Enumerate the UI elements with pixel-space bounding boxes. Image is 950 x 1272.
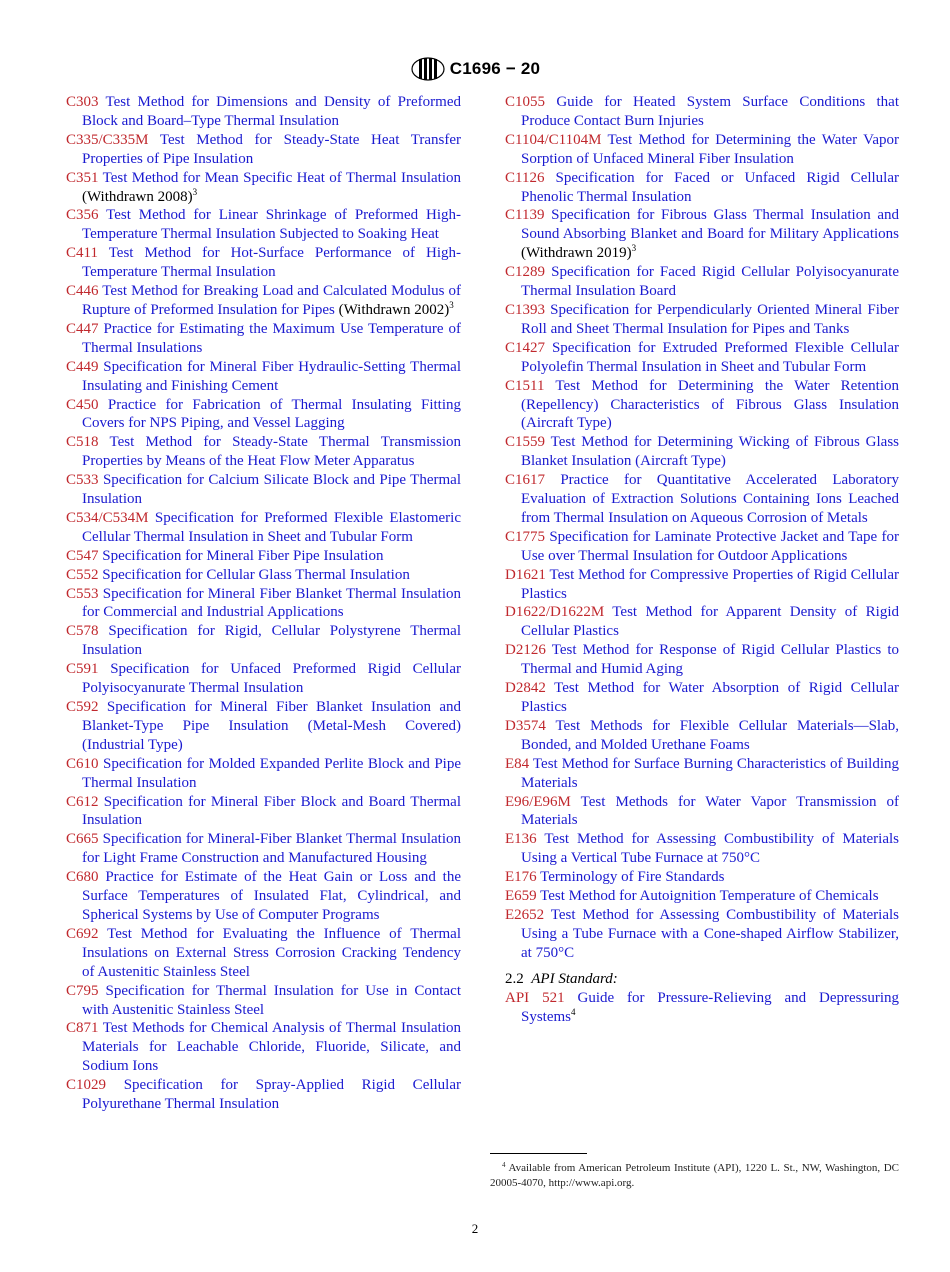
- reference-code-link[interactable]: C610: [66, 755, 99, 772]
- reference-code-link[interactable]: D1621: [505, 566, 546, 583]
- reference-title-link[interactable]: Test Methods for Flexible Cellular Materials—Slab, Bonded, and Molded Urethane Foams: [521, 717, 900, 753]
- reference-item: [66, 244, 461, 282]
- reference-title-link[interactable]: Practice for Fabrication of Thermal Insulating Fitting Covers for NPS Piping, and Vessel Lagging: [82, 396, 461, 432]
- reference-item: [505, 93, 899, 131]
- reference-item: [505, 377, 899, 434]
- reference-item: [505, 131, 899, 169]
- reference-item: [505, 868, 899, 887]
- reference-code-link[interactable]: C1559: [505, 434, 546, 451]
- reference-code-link[interactable]: C552: [66, 566, 99, 583]
- reference-code-link[interactable]: E96/E96M: [505, 793, 571, 810]
- footnote-ref[interactable]: 4: [571, 1006, 576, 1017]
- reference-item: [66, 433, 461, 471]
- reference-code-link[interactable]: E84: [505, 755, 530, 772]
- reference-item: [66, 320, 461, 358]
- reference-code-link[interactable]: E2652: [505, 906, 545, 923]
- reference-item: [66, 755, 461, 793]
- reference-code-link[interactable]: C1104/C1104M: [505, 131, 602, 148]
- reference-title-link[interactable]: Test Method for Determining the Water Retention (Repellency) Characteristics of Fibrous Glass Insulation (Aircraft Type): [521, 377, 900, 432]
- reference-title-link[interactable]: Specification for Mineral Fiber Blanket Thermal Insulation for Commercial and Industrial Applications: [82, 585, 461, 621]
- reference-code-link[interactable]: C680: [66, 869, 99, 886]
- reference-code-link[interactable]: C1139: [505, 207, 545, 224]
- reference-code-link[interactable]: C547: [66, 547, 99, 564]
- reference-title-link[interactable]: Specification for Preformed Flexible Elastomeric Cellular Thermal Insulation in Sheet and Tubular Form: [82, 509, 461, 545]
- reference-item: [66, 396, 461, 434]
- reference-title-link[interactable]: Test Method for Determining Wicking of Fibrous Glass Blanket Insulation (Aircraft Type): [521, 434, 899, 470]
- reference-title-link[interactable]: Practice for Quantitative Accelerated Laboratory Evaluation of Extraction Solutions Containing Ions Leached from Thermal Insulation on Aqueous Corrosion of Metals: [521, 472, 899, 526]
- reference-title-link[interactable]: Specification for Mineral-Fiber Blanket Thermal Insulation for Light Frame Construction and Manufactured Housing: [82, 831, 461, 867]
- reference-code-link[interactable]: C411: [66, 245, 98, 262]
- reference-item: [505, 641, 899, 679]
- reference-title-link[interactable]: Test Method for Linear Shrinkage of Preformed High-Temperature Thermal Insulation Subjected to Soaking Heat: [82, 207, 461, 243]
- reference-code-link[interactable]: C1775: [505, 528, 546, 545]
- reference-code-link[interactable]: C871: [66, 1020, 99, 1037]
- reference-code-link[interactable]: C447: [66, 320, 99, 337]
- footnote-ref[interactable]: 3: [192, 186, 198, 197]
- reference-item: [505, 471, 899, 528]
- reference-item: [505, 528, 899, 566]
- reference-code-link[interactable]: C518: [66, 434, 99, 451]
- reference-title-link[interactable]: Specification for Mineral Fiber Hydraulic-Setting Thermal Insulating and Finishing Cement: [82, 358, 461, 394]
- reference-title-link[interactable]: Test Method for Hot-Surface Performance of High-Temperature Thermal Insulation: [82, 245, 461, 281]
- footnote-marker: 4: [502, 1161, 506, 1169]
- reference-item: [505, 679, 899, 717]
- reference-item: [505, 717, 899, 755]
- reference-code-link[interactable]: C335/C335M: [66, 131, 149, 148]
- reference-title-link[interactable]: Test Method for Autoignition Temperature of Chemicals: [540, 888, 879, 905]
- reference-item: [66, 830, 461, 868]
- reference-code-link[interactable]: D1622/D1622M: [505, 604, 605, 621]
- reference-code-link[interactable]: C446: [66, 283, 99, 300]
- section-heading: [505, 970, 899, 989]
- reference-code-link[interactable]: C303: [66, 94, 99, 110]
- reference-title-link[interactable]: Specification for Mineral Fiber Block and Board Thermal Insulation: [82, 793, 462, 829]
- footnote-ref[interactable]: 3: [631, 243, 637, 254]
- reference-title-link[interactable]: Specification for Calcium Silicate Block and Pipe Thermal Insulation: [82, 472, 461, 508]
- reference-item: [66, 660, 461, 698]
- reference-title-link[interactable]: Test Method for Assessing Combustibility of Materials Using a Vertical Tube Furnace at 750°C: [521, 831, 900, 867]
- reference-title-link[interactable]: Practice for Estimate of the Heat Gain or Loss and the Surface Temperatures of Insulated Flat, Cylindrical, and Spherical Systems by Use of Computer Programs: [82, 869, 461, 923]
- reference-title-link[interactable]: Specification for Mineral Fiber Blanket Insulation and Blanket-Type Pipe Insulation (Metal-Mesh Covered) (Industrial Type): [82, 699, 461, 753]
- document-designation: C1696 − 20: [449, 59, 541, 78]
- reference-code-link[interactable]: C1289: [505, 264, 546, 281]
- reference-code-link[interactable]: C1617: [505, 472, 546, 489]
- reference-code-link[interactable]: C1427: [505, 339, 546, 356]
- page-header: [0, 56, 950, 82]
- reference-title-link[interactable]: Test Method for Water Absorption of Rigid Cellular Plastics: [521, 680, 899, 715]
- reference-item: [66, 793, 461, 831]
- reference-title-link[interactable]: Test Method for Compressive Properties of Rigid Cellular Plastics: [521, 566, 900, 602]
- reference-title-link[interactable]: Specification for Cellular Glass Thermal Insulation: [102, 566, 410, 583]
- reference-title-link[interactable]: Practice for Estimating the Maximum Use Temperature of Thermal Insulations: [82, 320, 461, 356]
- reference-item: [66, 925, 461, 982]
- reference-code-link[interactable]: C612: [66, 793, 99, 810]
- reference-item: [505, 887, 899, 906]
- reference-item: [505, 169, 899, 207]
- reference-item: [66, 585, 461, 623]
- reference-title-link[interactable]: Test Method for Breaking Load and Calculated Modulus of Rupture of Preformed Insulation for Pipes: [82, 283, 461, 318]
- reference-code-link[interactable]: C1511: [505, 377, 545, 394]
- reference-code-link[interactable]: C1029: [66, 1077, 107, 1094]
- section-label: API Standard:: [531, 970, 618, 987]
- reference-item: [66, 131, 461, 169]
- reference-list-right: [505, 93, 899, 1026]
- reference-title-link[interactable]: Specification for Faced Rigid Cellular Polyisocyanurate Thermal Insulation Board: [521, 264, 899, 300]
- reference-code-link[interactable]: C692: [66, 925, 99, 942]
- reference-item: [505, 755, 899, 793]
- reference-title-link[interactable]: Test Method for Response of Rigid Cellular Plastics to Thermal and Humid Aging: [521, 642, 899, 678]
- reference-item: [66, 509, 461, 547]
- reference-title-link[interactable]: Specification for Unfaced Preformed Rigid Cellular Polyisocyanurate Thermal Insulation: [82, 661, 461, 697]
- reference-title-link[interactable]: Test Method for Steady-State Thermal Transmission Properties by Means of the Heat Flow Meter Apparatus: [82, 434, 461, 470]
- reference-item: [66, 1019, 461, 1076]
- footnote: [490, 1161, 899, 1191]
- reference-title-link[interactable]: Test Method for Determining the Water Vapor Sorption of Unfaced Mineral Fiber Insulation: [521, 131, 899, 167]
- footnote-ref[interactable]: 3: [449, 299, 454, 310]
- reference-title-link[interactable]: Guide for Pressure-Relieving and Depressuring Systems: [521, 989, 900, 1025]
- reference-title-link[interactable]: Test Method for Evaluating the Influence of Thermal Insulations on External Stress Corrosion Cracking Tendency of Austenitic Stainless Steel: [82, 925, 461, 980]
- reference-item: [505, 793, 899, 831]
- reference-code-link[interactable]: C795: [66, 982, 99, 999]
- reference-title-link[interactable]: Specification for Fibrous Glass Thermal Insulation and Sound Absorbing Blanket and Board for Military Applications: [521, 207, 899, 243]
- reference-title-link[interactable]: Specification for Laminate Protective Jacket and Tape for Use over Thermal Insulation for Outdoor Applications: [521, 528, 899, 564]
- reference-code-link[interactable]: C1393: [505, 301, 546, 318]
- reference-item: [66, 1076, 461, 1114]
- reference-title-link[interactable]: Specification for Spray-Applied Rigid Cellular Polyurethane Thermal Insulation: [82, 1077, 462, 1113]
- reference-title-link[interactable]: Test Method for Assessing Combustibility of Materials Using a Tube Furnace with a Cone-shaped Airflow Stabilizer, at 750°C: [521, 906, 899, 961]
- withdrawn-note: (Withdrawn 2008): [82, 188, 193, 205]
- reference-title-link[interactable]: Test Method for Mean Specific Heat of Thermal Insulation: [102, 169, 461, 186]
- footnote-divider: [490, 1153, 587, 1154]
- reference-item: [66, 282, 461, 320]
- reference-title-link[interactable]: Specification for Perpendicularly Oriented Mineral Fiber Roll and Sheet Thermal Insulation for Pipes and Tanks: [521, 301, 900, 337]
- withdrawn-note: (Withdrawn 2019): [521, 245, 632, 262]
- reference-code-link[interactable]: C450: [66, 396, 99, 413]
- reference-code-link[interactable]: C534/C534M: [66, 509, 149, 526]
- section-number: 2.2: [505, 970, 524, 987]
- reference-item: [66, 93, 461, 131]
- reference-item: [66, 358, 461, 396]
- reference-item: [505, 206, 899, 263]
- reference-title-link[interactable]: Specification for Thermal Insulation for Use in Contact with Austenitic Stainless Steel: [82, 982, 461, 1018]
- reference-title-link[interactable]: Test Method for Dimensions and Density of Preformed Block and Board–Type Thermal Insulation: [82, 94, 461, 129]
- reference-code-link[interactable]: D2842: [505, 680, 546, 697]
- reference-item: [505, 433, 899, 471]
- reference-title-link[interactable]: Specification for Rigid, Cellular Polystyrene Thermal Insulation: [82, 623, 462, 659]
- reference-list-left: [66, 93, 461, 1114]
- reference-title-link[interactable]: Specification for Extruded Preformed Flexible Cellular Polyolefin Thermal Insulation in Sheet and Tubular Form: [521, 339, 900, 375]
- reference-code-link[interactable]: C592: [66, 699, 99, 715]
- reference-item: [66, 566, 461, 585]
- reference-item: [505, 301, 899, 339]
- reference-item: [505, 989, 899, 1027]
- reference-code-link[interactable]: C591: [66, 661, 99, 678]
- reference-code-link[interactable]: E136: [505, 831, 537, 848]
- reference-item: [66, 169, 461, 207]
- reference-item: [505, 830, 899, 868]
- reference-title-link[interactable]: Guide for Heated System Surface Conditions that Produce Contact Burn Injuries: [521, 94, 900, 129]
- reference-item: [66, 868, 461, 925]
- reference-code-link[interactable]: D3574: [505, 717, 546, 734]
- reference-item: [66, 982, 461, 1020]
- reference-code-link[interactable]: C665: [66, 831, 99, 848]
- reference-item: [66, 547, 461, 566]
- reference-title-link[interactable]: Specification for Faced or Unfaced Rigid Cellular Phenolic Thermal Insulation: [521, 169, 900, 205]
- reference-item: [505, 603, 899, 641]
- reference-title-link[interactable]: Test Method for Surface Burning Characteristics of Building Materials: [521, 755, 899, 791]
- reference-item: [66, 206, 461, 244]
- reference-item: [505, 263, 899, 301]
- reference-code-link[interactable]: C533: [66, 472, 99, 489]
- reference-code-link[interactable]: C356: [66, 207, 99, 224]
- reference-item: [66, 471, 461, 509]
- reference-title-link[interactable]: Terminology of Fire Standards: [540, 869, 725, 886]
- reference-item: [505, 566, 899, 604]
- astm-logo-icon: [410, 56, 446, 82]
- reference-code-link[interactable]: C1055: [505, 94, 546, 110]
- page-number: 2: [471, 1221, 479, 1236]
- withdrawn-note: (Withdrawn 2002): [338, 301, 450, 318]
- reference-title-link[interactable]: Specification for Mineral Fiber Pipe Insulation: [102, 547, 384, 564]
- reference-code-link[interactable]: C351: [66, 169, 99, 186]
- reference-code-link[interactable]: C449: [66, 358, 99, 375]
- reference-title-link[interactable]: Test Method for Apparent Density of Rigid Cellular Plastics: [521, 604, 899, 640]
- reference-title-link[interactable]: Specification for Molded Expanded Perlite Block and Pipe Thermal Insulation: [82, 755, 461, 791]
- reference-item: [505, 906, 899, 963]
- reference-code-link[interactable]: E659: [505, 888, 537, 905]
- reference-code-link[interactable]: API 521: [505, 989, 565, 1006]
- reference-item: [66, 622, 461, 660]
- reference-code-link[interactable]: C1126: [505, 169, 545, 186]
- reference-code-link[interactable]: E176: [505, 869, 537, 886]
- reference-title-link[interactable]: Test Method for Steady-State Heat Transfer Properties of Pipe Insulation: [82, 131, 461, 167]
- reference-code-link[interactable]: C553: [66, 585, 99, 602]
- reference-item: [66, 698, 461, 755]
- reference-code-link[interactable]: D2126: [505, 642, 546, 659]
- reference-title-link[interactable]: Test Methods for Chemical Analysis of Thermal Insulation Materials for Leachable Chloride, Fluoride, Silicate, and Sodium Ions: [82, 1020, 462, 1075]
- reference-item: [505, 339, 899, 377]
- reference-title-link[interactable]: Test Methods for Water Vapor Transmission of Materials: [521, 793, 899, 829]
- footnote-text: Available from American Petroleum Institute (API), 1220 L. St., NW, Washington, DC 20005-4070, http://www.api.org.: [490, 1162, 899, 1189]
- reference-code-link[interactable]: C578: [66, 623, 99, 640]
